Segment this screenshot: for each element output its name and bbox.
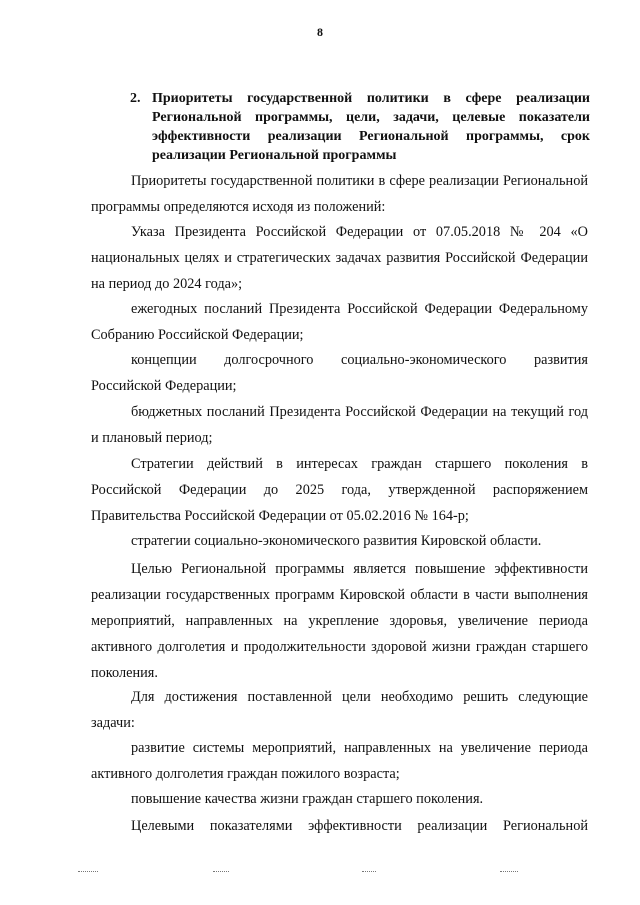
section-number: 2.	[130, 91, 141, 106]
paragraph: Стратегии действий в интересах граждан старшего поколения в Российской Федерации до 2025 года, утвержденной распоряжением Правительства Российской Федерации от 05.02.2016 № 164-р;	[91, 456, 588, 524]
paragraph: Целью Региональной программы является повышение эффективности реализации государственных программ Кировской области в части выполнения мероприятий, направленных на укрепление здоровья, увеличение периода активного долголетия и продолжительности здоровой жизни граждан старшего поколения.	[91, 561, 588, 681]
paragraph: Для достижения поставленной цели необходимо решить следующие задачи:	[91, 689, 588, 731]
paragraph: Приоритеты государственной политики в сфере реализации Региональной программы определяются исходя из положений:	[91, 173, 588, 215]
page-number: 8	[317, 25, 323, 39]
paragraph: бюджетных посланий Президента Российской Федерации на текущий год и плановый период;	[91, 404, 588, 446]
paragraph: повышение качества жизни граждан старшего поколения.	[131, 791, 484, 807]
paragraph: Целевыми показателями эффективности реализации Региональной	[131, 818, 588, 834]
footer-mark	[78, 871, 98, 873]
paragraph: развитие системы мероприятий, направленных на увеличение периода активного долголетия граждан пожилого возраста;	[91, 740, 588, 782]
paragraph: стратегии социально-экономического развития Кировской области.	[131, 533, 542, 549]
footer-mark	[213, 871, 229, 873]
section-heading	[130, 89, 590, 165]
footer-mark	[362, 871, 376, 873]
paragraph: ежегодных посланий Президента Российской Федерации Федеральному Собранию Российской Федерации;	[91, 301, 588, 343]
footer-mark	[500, 871, 518, 873]
paragraph: Указа Президента Российской Федерации от 07.05.2018 № 204 «О национальных целях и стратегических задачах развития Российской Федерации на период до 2024 года»;	[91, 224, 588, 292]
section-title: Приоритеты государственной политики в сфере реализации Региональной программы, цели, задачи, целевые показатели эффективности реализации Региональной программы, срок реализации Региональной программы	[152, 91, 590, 163]
paragraph: концепции долгосрочного социально-экономического развития Российской Федерации;	[91, 352, 588, 394]
